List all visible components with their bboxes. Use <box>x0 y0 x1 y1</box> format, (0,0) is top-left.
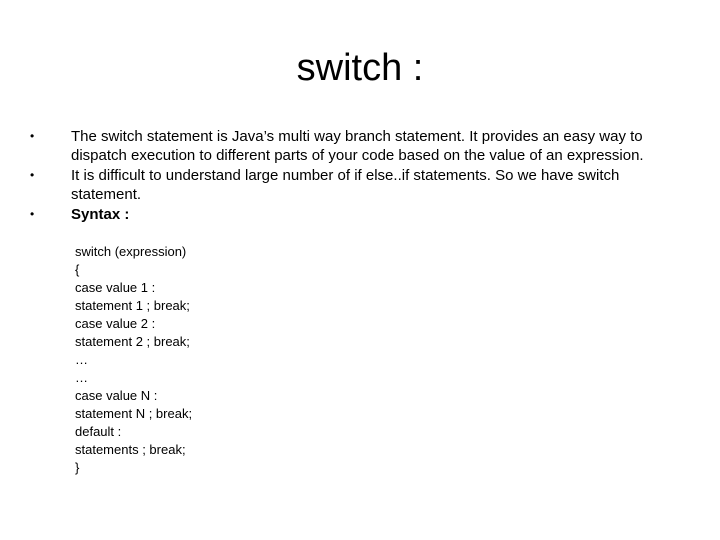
bullet-list <box>30 127 680 225</box>
code-line: statement N ; break; <box>75 406 193 421</box>
code-line: { <box>75 262 80 277</box>
bullet-icon: • <box>30 168 35 182</box>
syntax-code-block <box>75 243 192 477</box>
code-line: statement 2 ; break; <box>75 334 190 349</box>
slide-title: switch : <box>296 47 424 89</box>
bullet-icon: • <box>30 207 35 221</box>
code-line: statement 1 ; break; <box>75 298 190 313</box>
code-line: default : <box>75 424 122 439</box>
bullet-item-syntax <box>30 205 680 224</box>
syntax-heading: Syntax : <box>71 206 130 223</box>
code-line: switch (expression) <box>75 244 187 259</box>
code-line: case value 1 : <box>75 280 156 295</box>
code-line: case value 2 : <box>75 316 156 331</box>
bullet-text: The switch statement is Java’s multi way branch statement. It provides an easy way to dispatch execution to different parts of your code based on the value of an expression. <box>71 128 644 164</box>
code-line: statements ; break; <box>75 442 186 457</box>
code-line: … <box>75 370 88 385</box>
code-line: … <box>75 352 88 367</box>
bullet-text: It is difficult to understand large number of if else..if statements. So we have switch statement. <box>71 167 620 203</box>
code-line: case value N : <box>75 388 158 403</box>
code-line: } <box>75 460 80 475</box>
bullet-item-reason <box>30 166 680 204</box>
bullet-item-description <box>30 127 680 165</box>
bullet-icon: • <box>30 129 35 143</box>
